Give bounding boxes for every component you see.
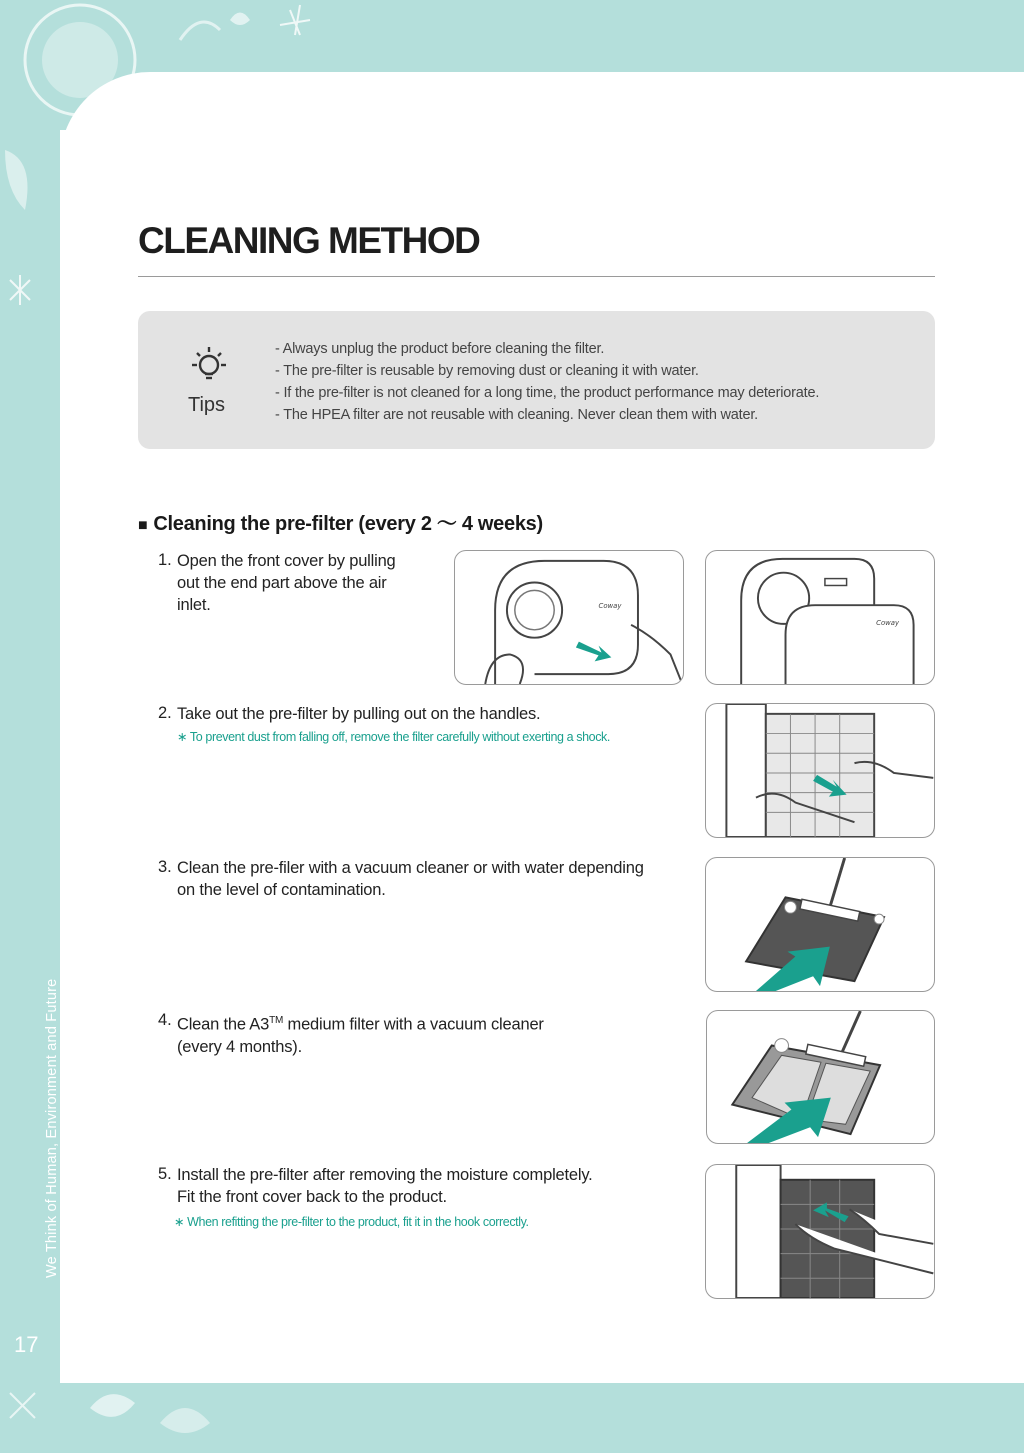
step-5-line: Fit the front cover back to the product. [177,1188,447,1206]
step-3-line: Clean the pre-filer with a vacuum cleaner or with water depending [177,859,644,877]
step-4-trademark: TM [269,1015,284,1026]
step-1-line: out the end part above the air [177,574,387,592]
page-title: CLEANING METHOD [138,220,480,261]
step-2-illustration [705,703,935,838]
purifier-cover-removed-icon [706,551,934,684]
leaf-decoration-icon [0,140,60,340]
step-5-number: 5. [158,1165,172,1183]
tips-item: - The pre-filter is reusable by removing dust or cleaning it with water. [275,363,699,379]
remove-prefilter-icon [706,704,934,837]
step-5-illustration [705,1164,935,1299]
step-2-note: ∗ To prevent dust from falling off, remove the filter carefully without exerting a shock. [177,730,610,744]
tips-item: - Always unplug the product before cleaning the filter. [275,341,605,357]
tips-item: - The HPEA filter are not reusable with cleaning. Never clean them with water. [275,407,759,423]
step-1-number: 1. [158,551,172,569]
step-5-line: Install the pre-filter after removing the moisture completely. [177,1166,593,1184]
step-1-line: inlet. [177,596,211,614]
tips-box [138,311,935,449]
tips-list [275,338,819,426]
step-4-text [177,1010,544,1058]
step-5-note: ∗ When refitting the pre-filter to the product, fit it in the hook correctly. [174,1215,529,1229]
tips-label: Tips [188,394,226,416]
side-slogan: We Think of Human, Environment and Future [44,978,60,1278]
tips-item: - If the pre-filter is not cleaned for a long time, the product performance may deteriorate. [275,385,820,401]
vacuum-medium-filter-icon [707,1011,934,1143]
flower-decoration-icon [0,0,330,140]
bottom-flower-decoration-icon [0,1383,330,1453]
step-1-line: Open the front cover by pulling [177,552,396,570]
brand-logo-text: Coway [876,618,900,627]
step-5-text [177,1164,593,1208]
step-1-text [177,550,396,616]
step-4-line [177,1010,544,1036]
step-2-line: Take out the pre-filter by pulling out on the handles. [177,705,541,723]
step-4-number: 4. [158,1011,172,1029]
purifier-open-cover-icon [455,551,683,684]
step-3-number: 3. [158,858,172,876]
step-2-text [177,703,540,725]
lightbulb-icon [186,345,232,389]
step-4-line1-before: Clean the A3 [177,1015,270,1034]
step-4-line1-after: medium filter with a vacuum cleaner [283,1015,544,1034]
step-2-number: 2. [158,704,172,722]
vacuum-prefilter-icon [706,858,934,991]
page-number: 17 [14,1332,39,1357]
step-1-illustration-a [454,550,684,685]
step-3-line: on the level of contamination. [177,881,386,899]
step-3-text [177,857,644,901]
brand-logo-text: Coway [598,602,622,611]
step-4-line: (every 4 months). [177,1037,302,1056]
step-3-illustration [705,857,935,992]
section-heading-text: Cleaning the pre-filter (every 2 ～ 4 weeks) [153,513,543,535]
section-bullet: ■ [138,517,148,534]
install-prefilter-icon [706,1165,934,1298]
title-divider [138,276,935,277]
step-4-illustration [706,1010,935,1144]
step-1-illustration-b [705,550,935,685]
section-heading [138,507,543,536]
